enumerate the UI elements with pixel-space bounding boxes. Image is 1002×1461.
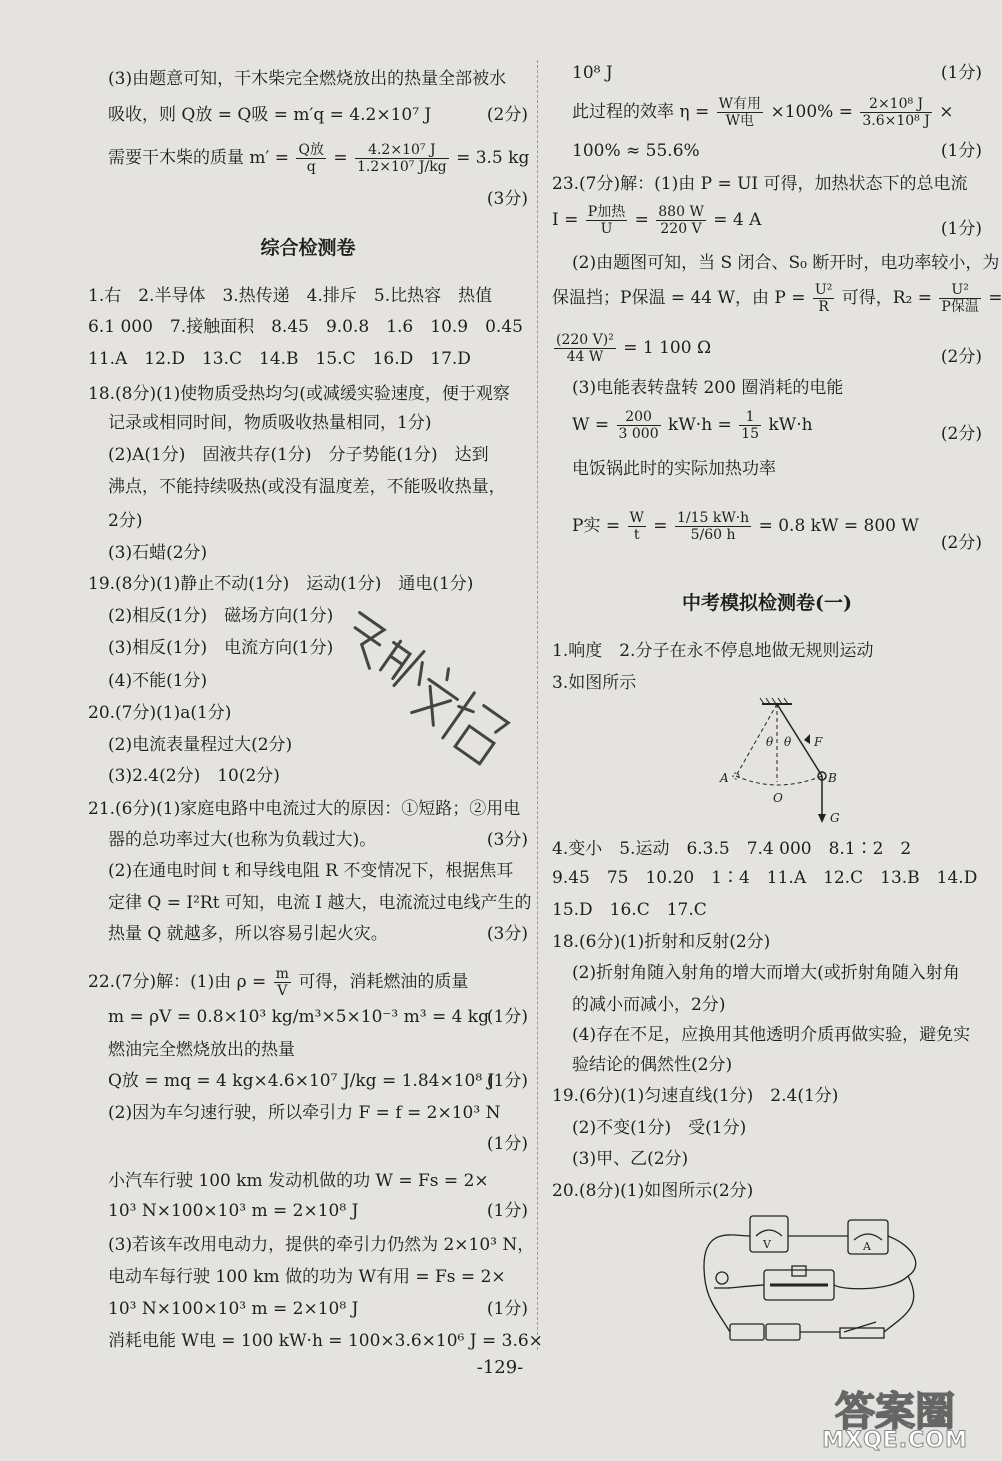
fraction: $\frac{200}{3 000}$ bbox=[618, 409, 659, 442]
page-number: -129- bbox=[476, 1357, 524, 1378]
answer-line: 10⁸ J (1分) bbox=[572, 63, 982, 83]
fraction: $\frac{\text{U²}}{\text{P保温}}$ bbox=[941, 282, 979, 315]
answer-line: 1.响度 2.分子在永不停息地做无规则运动 bbox=[552, 641, 874, 661]
answer-line: 6.1 000 7.接触面积 8.45 9.0.8 1.6 10.9 0.45 bbox=[88, 317, 523, 337]
answer-line: 记录或相同时间，物质吸收热量相同，1分) bbox=[108, 413, 432, 433]
fraction: $\frac{W}{t}$ bbox=[629, 510, 644, 543]
answer-line: 保温挡；P保温 = 44 W，由 P = $\frac{\text{U²}}{R}$ 可得，R₂ = $\frac{\text{U²}}{\text{P保温}}$ = bbox=[552, 282, 1002, 315]
answer-line: Q放 = mq = 4 kg×4.6×10⁷ J/kg = 1.84×10⁸ J (1分) bbox=[108, 1071, 528, 1091]
fraction: $\frac{\text{(220 V)²}}{44 W}$ bbox=[556, 332, 614, 365]
answer-line: (2)A(1分) 固液共存(1分) 分子势能(1分) 达到 bbox=[108, 445, 489, 465]
answer-line: P实 = $\frac{W}{t}$ = $\frac{1/15 kW\cdot h}{5/60 h}$ = 0.8 kW = 800 W (2分) bbox=[552, 498, 982, 554]
fraction: $\frac{\text{P加热}}{U}$ bbox=[587, 204, 626, 237]
answer-line: 20.(8分)(1)如图所示(2分) bbox=[552, 1181, 754, 1201]
score: (2分) bbox=[940, 347, 982, 367]
answer-line: 18.(6分)(1)折射和反射(2分) bbox=[552, 932, 771, 952]
ammeter-label: A bbox=[863, 1240, 871, 1253]
answer-line: (2)折射角随入射角的增大而增大(或折射角随入射角 bbox=[572, 963, 960, 983]
answer-line: 消耗电能 W电 = 100 kW·h = 100×3.6×10⁶ J = 3.6× bbox=[108, 1331, 543, 1351]
fraction: $\frac{\text{2×10⁸ J}}{\text{3.6×10⁸ J}}$ bbox=[862, 96, 930, 129]
answer-line: 100% ≈ 55.6% (1分) bbox=[572, 141, 982, 161]
answer-line: 此过程的效率 η = $\frac{\text{W有用}}{\text{W电}}$ ×100% = $\frac{\text{2×10⁸ J}}{\text{3.6×10⁸ J}}$ × bbox=[572, 96, 954, 129]
answer-line: 2分) bbox=[108, 511, 143, 531]
answer-line: W = $\frac{200}{3 000}$ kW·h = $\frac{1}{15}$ kW·h (2分) bbox=[552, 405, 982, 445]
answer-line: (4)不能(1分) bbox=[108, 671, 208, 691]
answer-line: (4)存在不足，应换用其他透明介质再做实验，避免实 bbox=[572, 1025, 971, 1045]
score: (3分) bbox=[486, 189, 528, 209]
answer-line: (2)相反(1分) 磁场方向(1分) bbox=[108, 606, 334, 626]
voltmeter-label: V bbox=[763, 1238, 771, 1251]
answer-line: 小汽车行驶 100 km 发动机做的功 W = Fs = 2× bbox=[108, 1171, 489, 1191]
fraction: $\frac{1}{15}$ bbox=[741, 409, 760, 442]
answer-line: 18.(8分)(1)使物质受热均匀(或减缓实验速度，便于观察 bbox=[88, 384, 510, 404]
fraction: $\frac{\text{U²}}{R}$ bbox=[814, 282, 833, 315]
answer-line: 19.(8分)(1)静止不动(1分) 运动(1分) 通电(1分) bbox=[88, 574, 474, 594]
text: = 3.5 kg bbox=[456, 148, 530, 168]
equation: 吸收，则 Q放 = Q吸 = m′q = 4.2×10⁷ J bbox=[108, 105, 432, 125]
section-heading: 中考模拟检测卷(一) bbox=[682, 592, 852, 614]
fraction: $\frac{1/15 kW\cdot h}{5/60 h}$ bbox=[676, 510, 750, 543]
answer-line: m = ρV = 0.8×10³ kg/m³×5×10⁻³ m³ = 4 kg (1分) bbox=[108, 1007, 528, 1027]
answer-line: 23.(7分)解：(1)由 P = UI 可得，加热状态下的总电流 bbox=[552, 174, 968, 194]
answer-line: 10³ N×100×10³ m = 2×10⁸ J (1分) bbox=[108, 1299, 528, 1319]
text-line: (3)由题意可知，干木柴完全燃烧放出的热量全部被水 bbox=[108, 69, 507, 89]
answer-line: 19.(6分)(1)匀速直线(1分) 2.4(1分) bbox=[552, 1086, 839, 1106]
answer-line: 15.D 16.C 17.C bbox=[552, 900, 707, 920]
answer-line: (2)因为车匀速行驶，所以牵引力 F = f = 2×10³ N bbox=[108, 1103, 501, 1123]
answer-line: (2)由题图可知，当 S 闭合、S₀ 断开时，电功率较小，为 bbox=[572, 253, 1000, 273]
point-label-A: A bbox=[720, 771, 729, 785]
answer-line: 验结论的偶然性(2分) bbox=[572, 1055, 733, 1075]
fraction: $\frac{\text{Q放}}{q}$ bbox=[298, 142, 324, 175]
answer-line: 11.A 12.D 13.C 14.B 15.C 16.D 17.D bbox=[88, 349, 471, 369]
score: (3分) bbox=[486, 924, 528, 944]
answer-line: 20.(7分)(1)a(1分) bbox=[88, 703, 232, 723]
answer-line: (2)在通电时间 t 和导线电阻 R 不变情况下，根据焦耳 bbox=[108, 861, 514, 881]
answer-line: (3)相反(1分) 电流方向(1分) bbox=[108, 638, 334, 658]
circuit-diagram bbox=[694, 1206, 938, 1354]
score: (1分) bbox=[486, 1299, 528, 1319]
answer-line: 3.如图所示 bbox=[552, 673, 637, 693]
score: (1分) bbox=[940, 219, 982, 239]
answer-line: 沸点，不能持续吸热(或没有温度差，不能吸收热量， bbox=[108, 477, 506, 497]
theta-label: θ bbox=[766, 735, 774, 749]
score: (1分) bbox=[940, 141, 982, 161]
force-label-G: G bbox=[830, 811, 840, 825]
answer-line: (3)电能表转盘转 200 圈消耗的电能 bbox=[572, 378, 844, 398]
answer-line: 22.(7分)解：(1)由 ρ = $\frac{m}{V}$ 可得，消耗燃油的质量 bbox=[88, 966, 469, 999]
score: (1分) bbox=[486, 1071, 528, 1091]
answer-line: I = $\frac{\text{P加热}}{U}$ = $\frac{880 W}{220 V}$ = 4 A (1分) bbox=[552, 200, 982, 240]
answer-line: 器的总功率过大(也称为负载过大)。 (3分) bbox=[108, 830, 528, 850]
answer-line: 电饭锅此时的实际加热功率 bbox=[572, 459, 776, 479]
force-label-F: F bbox=[814, 735, 823, 749]
fraction: $\frac{\text{W有用}}{\text{W电}}$ bbox=[718, 96, 762, 129]
text: 需要干木柴的质量 m′ = bbox=[108, 148, 290, 168]
score: (2分) bbox=[940, 424, 982, 444]
theta-label: θ bbox=[784, 735, 792, 749]
answer-line: (3)2.4(2分) 10(2分) bbox=[108, 766, 280, 786]
answer-line: 电动车每行驶 100 km 做的功为 W有用 = Fs = 2× bbox=[108, 1267, 506, 1287]
score: (1分) bbox=[940, 63, 982, 83]
answer-line: (3)若该车改用电动力，提供的牵引力仍然为 2×10³ N， bbox=[108, 1235, 535, 1255]
answer-line: 21.(6分)(1)家庭电路中电流过大的原因：①短路；②用电 bbox=[88, 799, 521, 819]
watermark-logo: 答案圈 bbox=[835, 1389, 955, 1435]
score: (1分) bbox=[486, 1134, 528, 1154]
column-divider bbox=[537, 60, 538, 1350]
answer-line: (2)不变(1分) 受(1分) bbox=[572, 1118, 747, 1138]
text-line: 需要干木柴的质量 m′ = $\frac{\text{Q放}}{q}$ = $\frac{\text{4.2×10⁷ J}}{\text{1.2×10⁷ J/kg}}$ = 3.5 kg bbox=[108, 142, 530, 175]
score: (3分) bbox=[486, 830, 528, 850]
text-line bbox=[88, 104, 528, 126]
score: (2分) bbox=[486, 105, 528, 125]
answer-line: 的减小而减小，2分) bbox=[572, 995, 726, 1015]
watermark-url: MXQE.COM bbox=[822, 1428, 968, 1453]
score: (2分) bbox=[940, 533, 982, 553]
answer-line: (2)电流表量程过大(2分) bbox=[108, 735, 293, 755]
fraction: $\frac{m}{V}$ bbox=[275, 966, 289, 999]
answer-line: 1.右 2.半导体 3.热传递 4.排斥 5.比热容 热值 bbox=[88, 286, 493, 306]
answer-line: 燃油完全燃烧放出的热量 bbox=[108, 1040, 295, 1060]
answer-line: 热量 Q 就越多，所以容易引起火灾。 (3分) bbox=[108, 924, 528, 944]
answer-line: (3)甲、乙(2分) bbox=[572, 1149, 689, 1169]
pendulum-diagram bbox=[700, 696, 840, 828]
watermark bbox=[800, 1380, 990, 1455]
score: (1分) bbox=[486, 1201, 528, 1221]
fraction: $\frac{880 W}{220 V}$ bbox=[658, 204, 704, 237]
point-label-O: O bbox=[773, 791, 783, 805]
answer-line: 4.变小 5.运动 6.3.5 7.4 000 8.1∶2 2 bbox=[552, 839, 912, 859]
answer-line: 10³ N×100×10³ m = 2×10⁸ J (1分) bbox=[108, 1201, 528, 1221]
score: (1分) bbox=[486, 1007, 528, 1027]
point-label-B: B bbox=[828, 771, 837, 785]
answer-line: 9.45 75 10.20 1∶4 11.A 12.C 13.B 14.D bbox=[552, 868, 978, 888]
answer-line: 定律 Q = I²Rt 可知，电流 I 越大，电流流过电线产生的 bbox=[108, 893, 532, 913]
answer-line: $\frac{\text{(220 V)²}}{44 W}$ = 1 100 Ω (2分) bbox=[552, 328, 982, 368]
fraction: $\frac{\text{4.2×10⁷ J}}{\text{1.2×10⁷ J/kg}}$ bbox=[357, 142, 447, 175]
section-heading: 综合检测卷 bbox=[260, 237, 356, 259]
answer-line: (3)石蜡(2分) bbox=[108, 543, 208, 563]
